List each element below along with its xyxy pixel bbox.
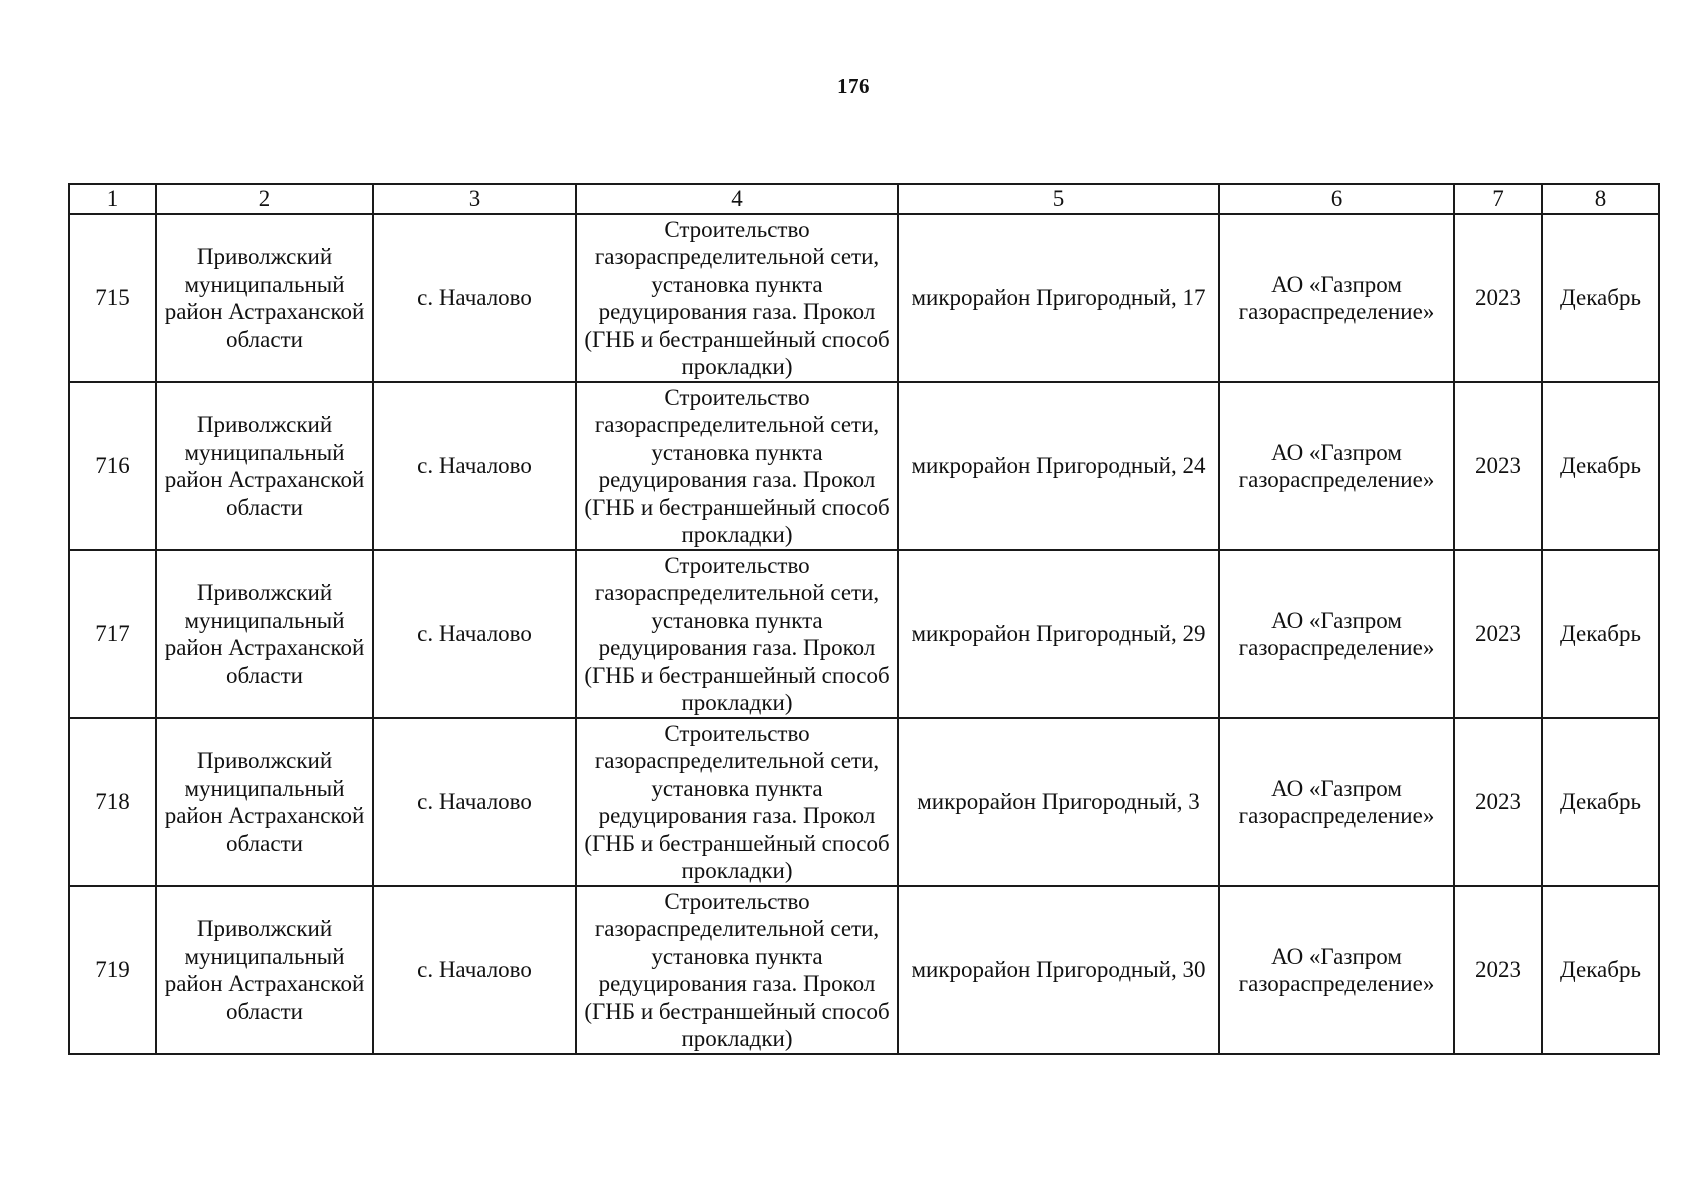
organization-cell: АО «Газпром газораспределение»: [1219, 550, 1454, 718]
month-cell: Декабрь: [1542, 382, 1659, 550]
year-cell: 2023: [1454, 886, 1542, 1054]
district-cell: Приволжский муниципальный район Астраханской области: [156, 214, 373, 382]
year-cell: 2023: [1454, 718, 1542, 886]
header-cell-6: 6: [1219, 184, 1454, 214]
header-cell-5: 5: [898, 184, 1219, 214]
month-cell: Декабрь: [1542, 550, 1659, 718]
address-cell: микрорайон Пригородный, 17: [898, 214, 1219, 382]
work-description-cell: Строительство газораспределительной сети, установка пункта редуцирования газа. Прокол (ГНБ и бестраншейный способ прокладки): [576, 886, 898, 1054]
year-cell: 2023: [1454, 550, 1542, 718]
address-cell: микрорайон Пригородный, 30: [898, 886, 1219, 1054]
settlement-cell: с. Началово: [373, 886, 576, 1054]
work-description-cell: Строительство газораспределительной сети, установка пункта редуцирования газа. Прокол (ГНБ и бестраншейный способ прокладки): [576, 214, 898, 382]
gasification-table: [68, 183, 1660, 1055]
header-cell-7: 7: [1454, 184, 1542, 214]
month-cell: Декабрь: [1542, 718, 1659, 886]
address-cell: микрорайон Пригородный, 3: [898, 718, 1219, 886]
organization-cell: АО «Газпром газораспределение»: [1219, 214, 1454, 382]
row-number-cell: 716: [69, 382, 156, 550]
work-description-cell: Строительство газораспределительной сети, установка пункта редуцирования газа. Прокол (ГНБ и бестраншейный способ прокладки): [576, 550, 898, 718]
table-row: [69, 886, 1659, 1054]
page-number: 176: [837, 74, 870, 98]
header-cell-4: 4: [576, 184, 898, 214]
row-number-cell: 719: [69, 886, 156, 1054]
header-cell-3: 3: [373, 184, 576, 214]
month-cell: Декабрь: [1542, 886, 1659, 1054]
row-number-cell: 715: [69, 214, 156, 382]
month-cell: Декабрь: [1542, 214, 1659, 382]
organization-cell: АО «Газпром газораспределение»: [1219, 886, 1454, 1054]
work-description-cell: Строительство газораспределительной сети, установка пункта редуцирования газа. Прокол (ГНБ и бестраншейный способ прокладки): [576, 718, 898, 886]
settlement-cell: с. Началово: [373, 382, 576, 550]
year-cell: 2023: [1454, 382, 1542, 550]
organization-cell: АО «Газпром газораспределение»: [1219, 718, 1454, 886]
row-number-cell: 717: [69, 550, 156, 718]
district-cell: Приволжский муниципальный район Астраханской области: [156, 886, 373, 1054]
address-cell: микрорайон Пригородный, 24: [898, 382, 1219, 550]
settlement-cell: с. Началово: [373, 718, 576, 886]
header-cell-2: 2: [156, 184, 373, 214]
district-cell: Приволжский муниципальный район Астраханской области: [156, 550, 373, 718]
district-cell: Приволжский муниципальный район Астраханской области: [156, 718, 373, 886]
table-row: [69, 550, 1659, 718]
district-cell: Приволжский муниципальный район Астраханской области: [156, 382, 373, 550]
organization-cell: АО «Газпром газораспределение»: [1219, 382, 1454, 550]
year-cell: 2023: [1454, 214, 1542, 382]
table-row: [69, 214, 1659, 382]
address-cell: микрорайон Пригородный, 29: [898, 550, 1219, 718]
work-description-cell: Строительство газораспределительной сети, установка пункта редуцирования газа. Прокол (ГНБ и бестраншейный способ прокладки): [576, 382, 898, 550]
header-row: [69, 184, 1659, 214]
header-cell-1: 1: [69, 184, 156, 214]
row-number-cell: 718: [69, 718, 156, 886]
settlement-cell: с. Началово: [373, 550, 576, 718]
settlement-cell: с. Началово: [373, 214, 576, 382]
table-row: [69, 718, 1659, 886]
table-row: [69, 382, 1659, 550]
header-cell-8: 8: [1542, 184, 1659, 214]
